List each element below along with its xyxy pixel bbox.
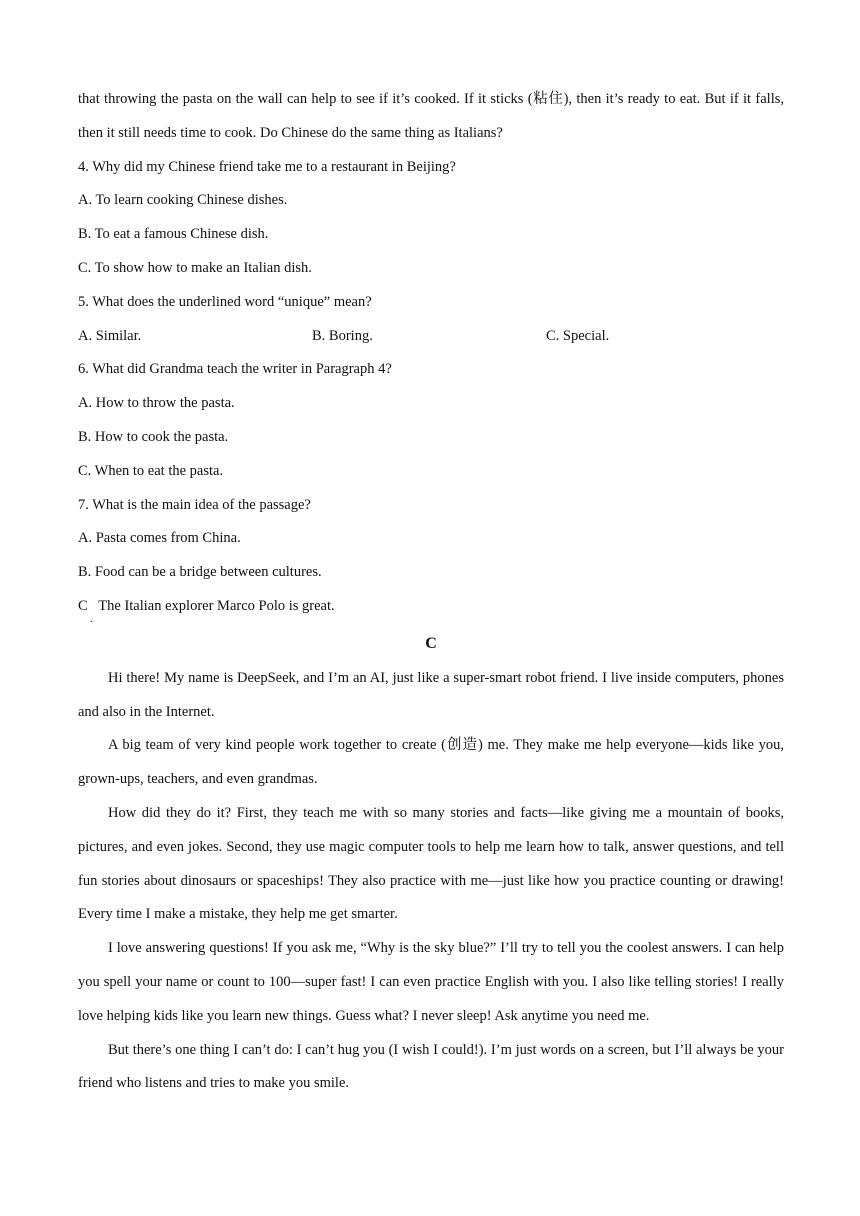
question-7-option-b: B. Food can be a bridge between cultures.: [78, 564, 322, 581]
question-5-stem: 5. What does the underlined word “unique” mean?: [78, 293, 372, 310]
passage-c-paragraph-5: But there’s one thing I can’t do: I can’t hug you (I wish I could!). I’m just words on a screen, but I’ll always be your friend who listens and tries to make you smile.: [78, 1041, 784, 1092]
passage-b-ending: that throwing the pasta on the wall can help to see if it’s cooked. If it sticks (粘住), then it’s ready to eat. But if it falls, then it still needs time to cook. Do Chinese do the same thing as Italians?: [78, 91, 784, 141]
question-4-stem: 4. Why did my Chinese friend take me to a restaurant in Beijing?: [78, 158, 456, 175]
question-5-option-a: A. Similar.: [78, 327, 142, 344]
question-7-option-c-text: C The Italian explorer Marco Polo is great.: [78, 597, 335, 614]
question-7-stem: 7. What is the main idea of the passage?: [78, 496, 311, 513]
stray-dot-mark: .: [90, 613, 93, 625]
passage-c-paragraph-3: How did they do it? First, they teach me with so many stories and facts—like giving me a mountain of books, pictures, and even jokes. Second, they use magic computer tools to help me learn how to talk, answer questions, and tell fun stories about dinosaurs or spaceships! They also practice with me—just like how you practice counting or drawing! Every time I make a mistake, they help me get smarter.: [78, 804, 784, 923]
passage-c-paragraph-1: Hi there! My name is DeepSeek, and I’m an AI, just like a super-smart robot friend. I live inside computers, phones and also in the Internet.: [78, 669, 784, 720]
question-4-option-c: C. To show how to make an Italian dish.: [78, 259, 312, 276]
section-c-title: C: [425, 634, 437, 652]
question-4-option-b: B. To eat a famous Chinese dish.: [78, 226, 269, 243]
question-6-stem: 6. What did Grandma teach the writer in Paragraph 4?: [78, 361, 392, 378]
question-6-option-b: B. How to cook the pasta.: [78, 428, 229, 445]
question-7-option-a: A. Pasta comes from China.: [78, 530, 241, 547]
question-5-options: [78, 320, 784, 354]
passage-c-paragraph-2: A big team of very kind people work together to create (创造) me. They make me help everyone—kids like you, grown-ups, teachers, and even grandmas.: [78, 737, 784, 788]
question-6-option-c: C. When to eat the pasta.: [78, 462, 224, 479]
question-4-option-a: A. To learn cooking Chinese dishes.: [78, 192, 288, 209]
question-5-option-b: B. Boring.: [312, 327, 373, 344]
page-content: [78, 83, 784, 1101]
question-6-option-a: A. How to throw the pasta.: [78, 395, 235, 412]
question-7-option-c: [78, 590, 784, 624]
passage-c-paragraph-4: I love answering questions! If you ask me, “Why is the sky blue?” I’ll try to tell you the coolest answers. I can help you spell your name or count to 100—super fast! I can even practice English with you. I also like telling stories! I really love helping kids like you learn new things. Guess what? I never sleep! Ask anytime you need me.: [78, 940, 784, 1024]
question-5-option-c: C. Special.: [546, 327, 610, 344]
